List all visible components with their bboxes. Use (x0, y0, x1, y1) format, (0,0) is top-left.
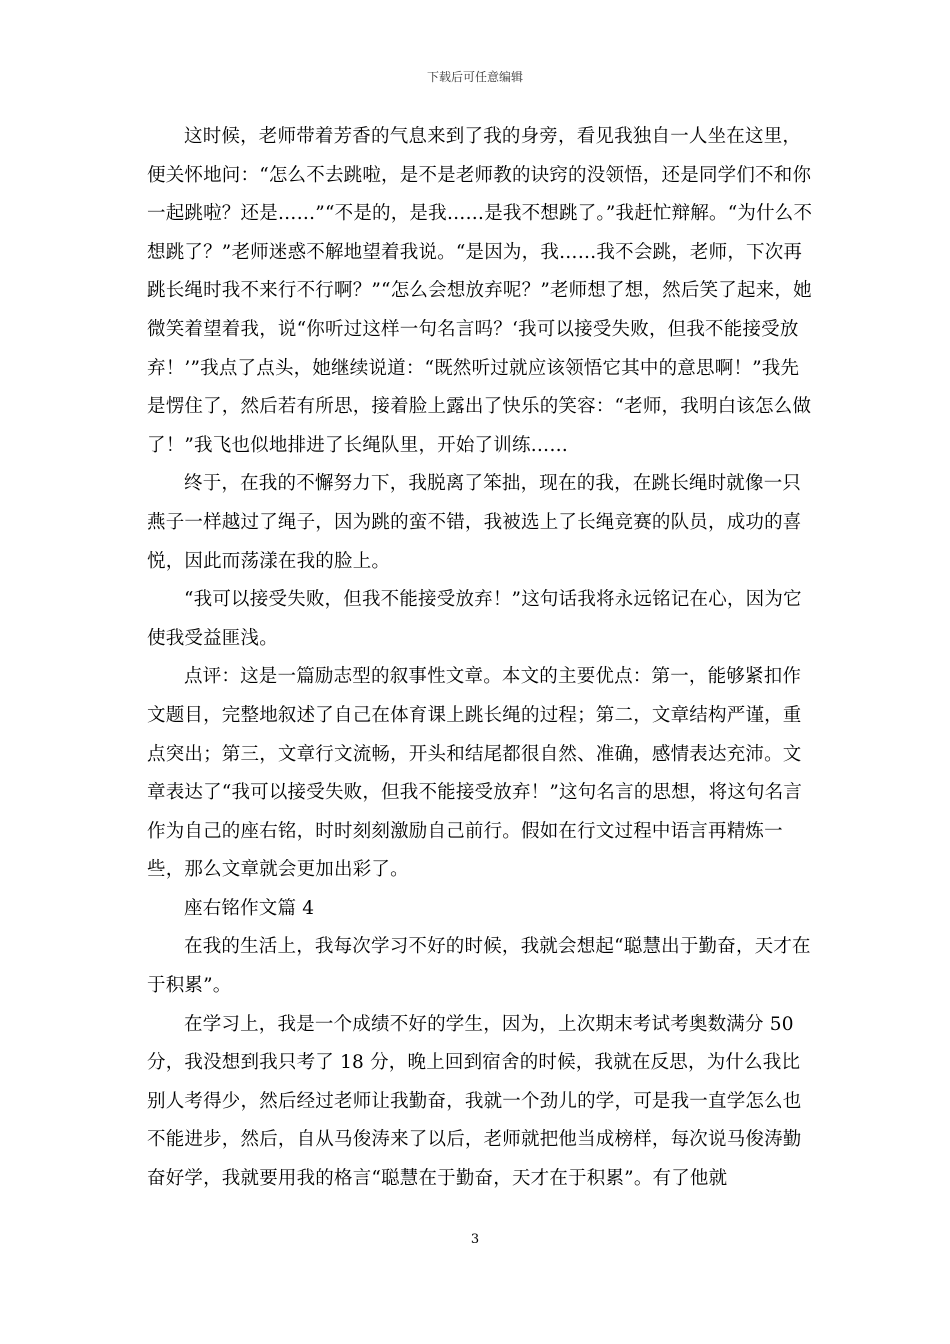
paragraph-study: 在学习上，我是一个成绩不好的学生，因为，上次期末考试考奥数满分 50 分，我没想到我只考了 18 分，晚上回到宿舍的时候，我就在反思，为什么我比别人考得少，然后经过老师让我勤奋，我就一个劲儿的学，可是我一直学怎么也不能进步，然后，自从马俊涛来了以后，老师就把他当成榜样，每次说马俊涛勤奋好学，我就要用我的格言“聪慧在于勤奋，天才在于积累”。有了他就 (147, 1013, 802, 1190)
document-body (147, 118, 813, 1199)
paragraph-motto: “我可以接受失败，但我不能接受放弃！”这句话我将永远铭记在心，因为它使我受益匪浅。 (147, 589, 802, 649)
section-heading: 座右铭作文篇 4 (184, 897, 315, 919)
paragraph-success: 终于，在我的不懈努力下，我脱离了笨拙，现在的我，在跳长绳时就像一只燕子一样越过了绳子，因为跳的蛮不错，我被选上了长绳竞赛的队员，成功的喜悦，因此而荡漾在我的脸上。 (147, 473, 802, 572)
page-header: 下载后可任意编辑 (426, 70, 523, 84)
page-number: 3 (470, 1232, 480, 1247)
paragraph-teacher-dialogue: 这时候，老师带着芳香的气息来到了我的身旁，看见我独自一人坐在这里，便关怀地问：“怎么不去跳啦，是不是老师教的诀窍的没领悟，还是同学们不和你一起跳啦？还是……”“不是的，是我……是我不想跳了。”我赶忙辩解。“为什么不想跳了？”老师迷惑不解地望着我说。“是因为，我……我不会跳，老师，下次再跳长绳时我不来行不行啊？”“怎么会想放弃呢？”老师想了想，然后笑了起来，她微笑着望着我，说“你听过这样一句名言吗？‘我可以接受失败，但我不能接受放弃！’”我点了点头，她继续说道：“既然听过就应该领悟它其中的意思啊！”我先是愣住了，然后若有所思，接着脸上露出了快乐的笑容：“老师，我明白该怎么做了！”我飞也似地排进了长绳队里，开始了训练…… (147, 126, 813, 456)
paragraph-life: 在我的生活上，我每次学习不好的时候，我就会想起“聪慧出于勤奋，天才在于积累”。 (147, 936, 811, 997)
paragraph-review: 点评：这是一篇励志型的叙事性文章。本文的主要优点：第一，能够紧扣作文题目，完整地叙述了自己在体育课上跳长绳的过程；第二，文章结构严谨，重点突出；第三，文章行文流畅，开头和结尾都很自然、准确，感情表达充沛。文章表达了“我可以接受失败，但我不能接受放弃！”这句名言的思想，将这句名言作为自己的座右铭，时时刻刻激励自己前行。假如在行文过程中语言再精炼一些，那么文章就会更加出彩了。 (147, 666, 803, 881)
